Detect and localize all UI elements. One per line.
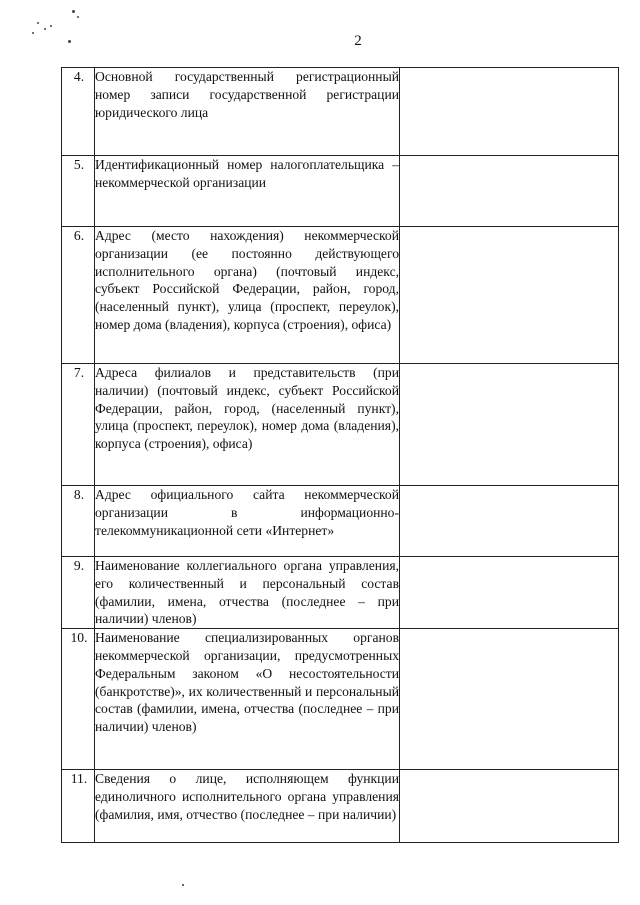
row-value-cell[interactable]: [400, 629, 619, 770]
row-description: Наименование специализированных органов некоммерческой организации, предусмотренных Федеральным законом «О несостоятельности (банкротстве)», их количественный и персональный состав (фамилии, имена, отчества (последнее – при наличии) членов): [95, 629, 400, 770]
row-description: Идентификационный номер налогоплательщика – некоммерческой организации: [95, 156, 400, 227]
row-description: Сведения о лице, исполняющем функции единоличного исполнительного органа управления (фамилия, имя, отчество (последнее – при наличии): [95, 770, 400, 843]
row-description: Основной государственный регистрационный номер записи государственной регистрации юридического лица: [95, 68, 400, 156]
table-row: [62, 227, 619, 364]
row-number: 7.: [73, 365, 85, 380]
row-number: 10.: [70, 630, 88, 646]
row-number-cell: [62, 156, 95, 227]
organization-info-table: [61, 67, 619, 843]
table-row: [62, 557, 619, 629]
row-number-cell: [62, 227, 95, 364]
scan-artifact-dot: [182, 884, 184, 886]
row-description: Наименование коллегиального органа управления, его количественный и персональный состав (фамилии, имена, отчества (последнее – при наличии) членов): [95, 557, 400, 629]
row-value-cell[interactable]: [400, 486, 619, 557]
row-number-cell: [62, 486, 95, 557]
row-description: Адрес официального сайта некоммерческой организации в информационно-телекоммуникационной сети «Интернет»: [95, 486, 400, 557]
row-value-cell[interactable]: [400, 557, 619, 629]
table-row: [62, 68, 619, 156]
row-value-cell[interactable]: [400, 364, 619, 486]
table-row: [62, 486, 619, 557]
table-row: [62, 156, 619, 227]
row-value-cell[interactable]: [400, 68, 619, 156]
row-number: 4.: [73, 69, 85, 84]
row-number: 5.: [73, 157, 85, 172]
page-number: 2: [354, 33, 362, 49]
table-row: [62, 770, 619, 843]
row-number-cell: [62, 629, 95, 770]
row-number: 11.: [70, 771, 88, 787]
row-number: 8.: [73, 487, 85, 502]
table-row: [62, 364, 619, 486]
row-number-cell: [62, 68, 95, 156]
row-number-cell: [62, 557, 95, 629]
row-number: 6.: [73, 228, 85, 243]
row-description: Адреса филиалов и представительств (при наличии) (почтовый индекс, субъект Российской Федерации, район, город, (населенный пункт), улица (проспект, переулок), номер дома (владения), корпуса (строения), офиса): [95, 364, 400, 486]
row-value-cell[interactable]: [400, 227, 619, 364]
row-description: Адрес (место нахождения) некоммерческой организации (ее постоянно действующего исполнительного органа) (почтовый индекс, субъект Российской Федерации, район, город, (населенный пункт), улица (проспект, переулок), номер дома (владения), корпуса (строения), офиса): [95, 227, 400, 364]
row-value-cell[interactable]: [400, 770, 619, 843]
row-value-cell[interactable]: [400, 156, 619, 227]
row-number-cell: [62, 364, 95, 486]
row-number-cell: [62, 770, 95, 843]
table-row: [62, 629, 619, 770]
row-number: 9.: [73, 558, 85, 573]
